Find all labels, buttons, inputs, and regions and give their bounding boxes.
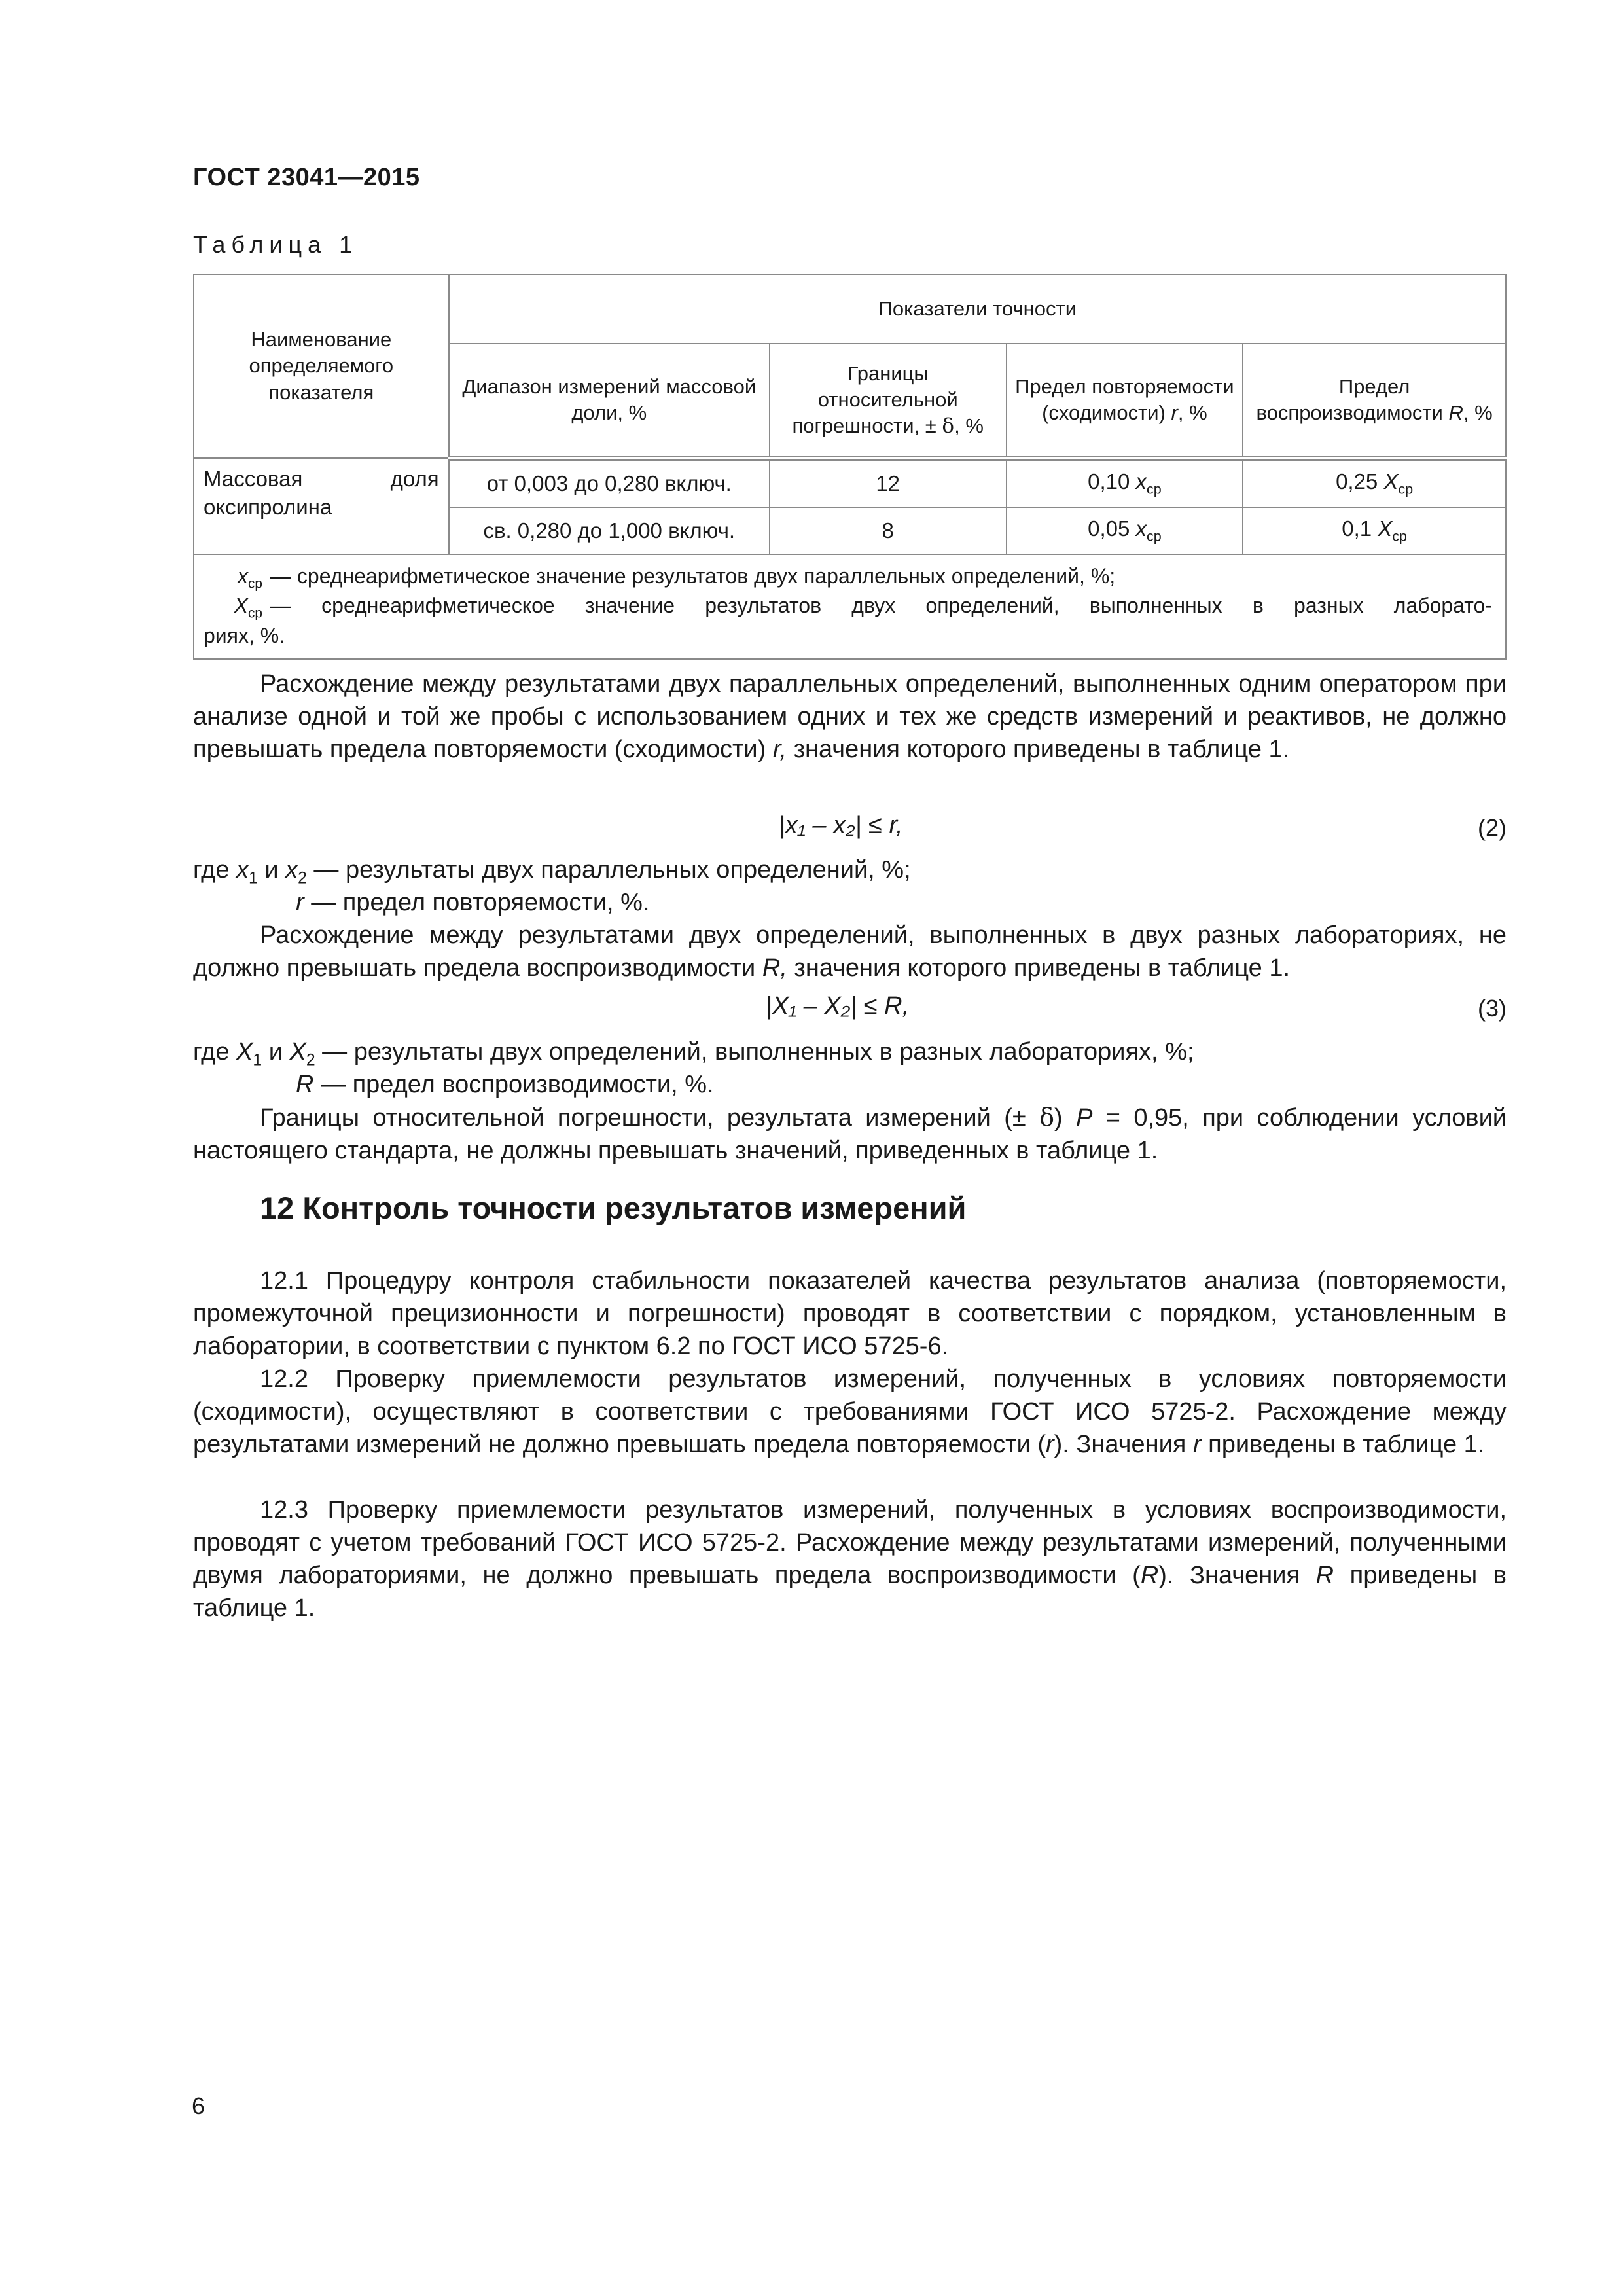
col-group-header: Показатели точности <box>449 274 1506 344</box>
where-block-1-r: r — предел повторяемости, %. <box>296 889 650 916</box>
where-block-1: где $x_1$ и $x_2$ — результаты двух параллельных определений, %; <box>193 856 911 888</box>
table-caption: Таблица 1 <box>193 231 359 258</box>
document-header: ГОСТ 23041—2015 <box>193 164 420 191</box>
accuracy-table <box>193 274 1507 660</box>
row-reprod: 0,25 $X_{ср}$ <box>1243 458 1506 507</box>
table-notes: $x_{ср}$ — среднеарифметическое значение результатов двух параллельных определений, %; $X_{ср}$ — среднеарифметическое значение результатов двух определений, выполненных в разных лаборато- риях, %. <box>194 554 1506 659</box>
section-title: 12 Контроль точности результатов измерений <box>260 1191 967 1225</box>
note-Xcp: — среднеарифметическое значение результатов двух определений, выполненных в разных лаборато- <box>270 594 1492 618</box>
row-reprod: 0,1 $X_{ср}$ <box>1243 507 1506 554</box>
row-range: св. 0,280 до 1,000 включ. <box>449 507 770 554</box>
note-xcp: — среднеарифметическое значение результатов двух параллельных определений, %; <box>270 564 1116 588</box>
row-bounds: 8 <box>770 507 1007 554</box>
row-repeat: 0,05 $x_{ср}$ <box>1007 507 1243 554</box>
formula-2: |x₁ – x₂| ≤ r, <box>779 812 903 839</box>
paragraph-repeatability: Расхождение между результатами двух параллельных определений, выполненных одним оператором при анализе одной и той же пробы с использованием одних и тех же средств измерений и реактивов, не должно превышать предела повторяемости (сходимости) r, значения которого приведены в таблице 1. <box>193 670 1507 763</box>
where-block-2-R: R — предел воспроизводимости, %. <box>296 1071 714 1098</box>
col-header-name: Наименование определяемого показателя <box>194 274 449 458</box>
row-range: от 0,003 до 0,280 включ. <box>449 458 770 507</box>
paragraph-12-1: 12.1 Процедуру контроля стабильности показателей качества результатов анализа (повторяемости, промежуточной прецизионности и погрешности) проводят в соответствии с порядком, установленным в лаборатории, в соответствии с пунктом 6.2 по ГОСТ ИСО 5725-6. <box>193 1267 1507 1360</box>
formula-3: |X₁ – X₂| ≤ R, <box>766 992 910 1020</box>
paragraph-reproducibility: Расхождение между результатами двух определений, выполненных в двух разных лабораториях, не должно превышать предела воспроизводимости R, значения которого приведены в таблице 1. <box>193 922 1507 982</box>
page-number: 6 <box>192 2092 205 2119</box>
row-repeat: 0,10 $x_{ср}$ <box>1007 458 1243 507</box>
col-header-bounds: Границы относительной погрешности, ± δ, % <box>770 344 1007 458</box>
paragraph-error-bounds: Границы относительной погрешности, результата измерений (± δ) P = 0,95, при соблюдении условий настоящего стандарта, не должны превышать значений, приведенных в таблице 1. <box>193 1103 1507 1164</box>
col-header-range: Диапазон измерений массовой доли, % <box>449 344 770 458</box>
row-name-cell: Массовая доля оксипролина <box>194 458 449 554</box>
col-header-reprod: Предел воспроизводимости R, % <box>1243 344 1506 458</box>
paragraph-12-3: 12.3 Проверку приемлемости результатов измерений, полученных в условиях воспроизводимости, проводят с учетом требований ГОСТ ИСО 5725-2. Расхождение между результатами измерений, полученными двумя лабораториями, не должно превышать предела воспроизводимости (R). Значения R приведены в таблице 1. <box>193 1496 1507 1622</box>
formula-3-number: (3) <box>1478 995 1507 1022</box>
col-header-repeat: Предел повторяемости (сходимости) r, % <box>1007 344 1243 458</box>
formula-2-number: (2) <box>1478 814 1507 841</box>
paragraph-12-2: 12.2 Проверку приемлемости результатов измерений, полученных в условиях повторяемости (сходимости), осуществляют в соответствии с требованиями ГОСТ ИСО 5725-2. Расхождение между результатами измерений не должно превышать предела повторяемости (r). Значения r приведены в таблице 1. <box>193 1365 1507 1458</box>
table-row <box>194 458 1506 507</box>
where-block-2: где $X_1$ и $X_2$ — результаты двух определений, выполненных в разных лабораториях, %; <box>193 1038 1194 1069</box>
row-bounds: 12 <box>770 458 1007 507</box>
